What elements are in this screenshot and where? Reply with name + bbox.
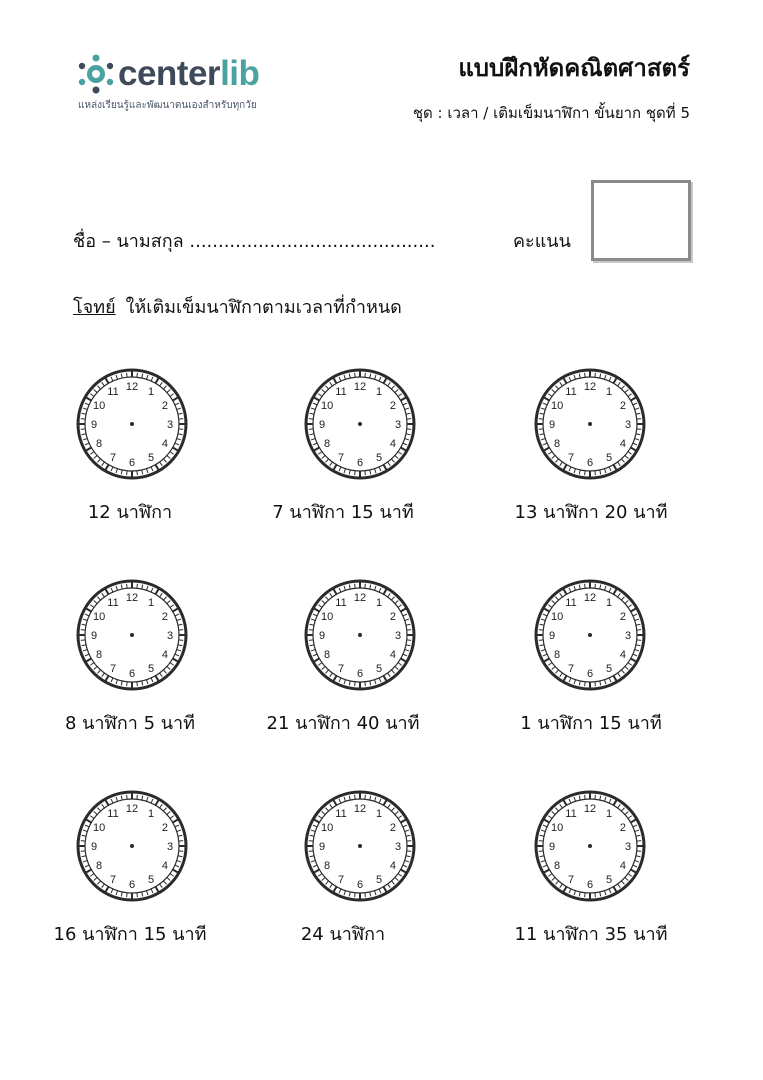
clock-numeral: 1: [375, 597, 383, 610]
clock-numeral: 3: [166, 841, 174, 853]
clock-numeral: 1: [375, 808, 383, 821]
clock-numeral: 7: [337, 451, 345, 464]
clock-numeral: 3: [394, 841, 402, 853]
clock-numeral: 5: [605, 662, 613, 675]
instruction: [73, 292, 402, 321]
clock-numeral: 11: [565, 808, 577, 821]
clock-numeral: 3: [394, 630, 402, 642]
time-label-7: 16 นาฬิกา 15 นาที: [53, 924, 207, 945]
clock-center-dot: [130, 633, 134, 637]
clock-numeral: 8: [96, 860, 103, 872]
time-label-2: 7 นาฬิกา 15 นาที: [272, 502, 414, 523]
clock-numeral: 8: [554, 438, 561, 450]
clock-numeral: 8: [324, 438, 331, 450]
clock-numeral: 11: [335, 386, 347, 399]
clock-numeral: 7: [567, 451, 575, 464]
instruction-text: ให้เติมเข็มนาฬิกาตามเวลาที่กำหนด: [125, 297, 402, 318]
clock-numeral: 7: [567, 662, 575, 675]
clock-numeral: 6: [356, 668, 364, 680]
clock-numeral: 11: [107, 597, 119, 610]
clock-numeral: 9: [90, 841, 98, 853]
time-label-3: 13 นาฬิกา 20 นาที: [514, 502, 668, 523]
worksheet-title: แบบฝึกหัดคณิตศาสตร์: [458, 54, 690, 82]
worksheet-subtitle: ชุด : เวลา / เติมเข็มนาฬิกา ขั้นยาก ชุดที่ 5: [412, 104, 690, 122]
clock-numeral: 5: [375, 451, 383, 464]
clock-numeral: 5: [147, 873, 155, 886]
clock-numeral: 5: [375, 662, 383, 675]
clock-numeral: 4: [389, 438, 396, 450]
clock-face-icon: [75, 578, 189, 692]
clock-numeral: 5: [147, 451, 155, 464]
clock-numeral: 2: [619, 611, 626, 623]
clock-numeral: 1: [147, 808, 155, 821]
clock-numeral: 9: [548, 630, 556, 642]
clock-numeral: 9: [318, 419, 326, 431]
clock-numeral: 10: [92, 822, 106, 834]
clock-face-icon: [533, 789, 647, 903]
clock-numeral: 2: [389, 611, 396, 623]
clock-numeral: 11: [107, 808, 119, 821]
clock-numeral: 7: [337, 662, 345, 675]
clock-numeral: 4: [619, 438, 626, 450]
clock-numeral: 10: [92, 400, 106, 412]
clock-face-icon: [303, 578, 417, 692]
clock-numeral: 6: [586, 668, 594, 680]
clock-numeral: 12: [353, 803, 367, 815]
clock-numeral: 3: [624, 630, 632, 642]
clock-numeral: 3: [394, 419, 402, 431]
clock-numeral: 6: [128, 879, 136, 891]
clock-numeral: 2: [619, 400, 626, 412]
clock-numeral: 4: [619, 860, 626, 872]
clock-numeral: 2: [161, 822, 168, 834]
clock-center-dot: [130, 844, 134, 848]
clock-numeral: 7: [567, 873, 575, 886]
clock-face-icon: [533, 578, 647, 692]
clock-numeral: 9: [90, 419, 98, 431]
clock-face-icon: [75, 367, 189, 481]
clock-numeral: 4: [389, 860, 396, 872]
clock-numeral: 9: [548, 841, 556, 853]
clock-numeral: 12: [353, 381, 367, 393]
clock-1[interactable]: [75, 367, 189, 481]
time-label-5: 21 นาฬิกา 40 นาที: [266, 713, 420, 734]
clock-center-dot: [588, 633, 592, 637]
clock-numeral: 3: [624, 841, 632, 853]
clock-numeral: 6: [586, 879, 594, 891]
clock-numeral: 7: [337, 873, 345, 886]
clock-numeral: 8: [96, 438, 103, 450]
clock-numeral: 10: [320, 400, 334, 412]
clock-numeral: 12: [125, 803, 139, 815]
clock-numeral: 11: [565, 386, 577, 399]
clock-8[interactable]: [303, 789, 417, 903]
score-label: คะแนน: [513, 231, 571, 252]
clock-numeral: 11: [335, 808, 347, 821]
clock-center-dot: [588, 422, 592, 426]
clock-7[interactable]: [75, 789, 189, 903]
clock-numeral: 3: [166, 630, 174, 642]
clock-face-icon: [303, 367, 417, 481]
clock-numeral: 5: [375, 873, 383, 886]
clock-numeral: 2: [619, 822, 626, 834]
clock-numeral: 10: [320, 611, 334, 623]
clock-center-dot: [130, 422, 134, 426]
clock-numeral: 6: [356, 879, 364, 891]
time-label-1: 12 นาฬิกา: [87, 502, 173, 523]
clock-numeral: 1: [605, 597, 613, 610]
clock-numeral: 8: [324, 860, 331, 872]
time-label-4: 8 นาฬิกา 5 นาที: [64, 713, 196, 734]
clock-numeral: 2: [161, 400, 168, 412]
clock-numeral: 2: [389, 822, 396, 834]
time-label-6: 1 นาฬิกา 15 นาที: [520, 713, 662, 734]
clock-numeral: 10: [92, 611, 106, 623]
clock-numeral: 2: [389, 400, 396, 412]
clock-numeral: 1: [147, 386, 155, 399]
clock-4[interactable]: [75, 578, 189, 692]
name-field-label: ชื่อ – นามสกุล ...........................................: [73, 231, 436, 252]
centerlib-logo: [76, 50, 286, 116]
clock-numeral: 1: [375, 386, 383, 399]
clock-numeral: 8: [96, 649, 103, 661]
logo-tagline: แหล่งเรียนรู้และพัฒนาตนเองสำหรับทุกวัย: [78, 100, 257, 111]
clock-numeral: 3: [624, 419, 632, 431]
clock-numeral: 9: [90, 630, 98, 642]
clock-center-dot: [358, 422, 362, 426]
clock-numeral: 11: [107, 386, 119, 399]
clock-numeral: 1: [605, 808, 613, 821]
clock-numeral: 6: [586, 457, 594, 469]
clock-numeral: 12: [583, 592, 597, 604]
clock-numeral: 9: [318, 630, 326, 642]
clock-numeral: 1: [605, 386, 613, 399]
clock-numeral: 10: [550, 611, 564, 623]
clock-numeral: 2: [161, 611, 168, 623]
time-label-9: 11 นาฬิกา 35 นาที: [514, 924, 668, 945]
clock-numeral: 11: [565, 597, 577, 610]
clock-numeral: 9: [548, 419, 556, 431]
clock-numeral: 7: [109, 873, 117, 886]
clock-numeral: 12: [583, 803, 597, 815]
clock-numeral: 12: [353, 592, 367, 604]
clock-numeral: 3: [166, 419, 174, 431]
clock-numeral: 12: [125, 381, 139, 393]
clock-9[interactable]: [533, 789, 647, 903]
logo-wordmark: centerlib: [118, 54, 260, 93]
clock-numeral: 12: [583, 381, 597, 393]
clock-face-icon: [303, 789, 417, 903]
clock-6[interactable]: [533, 578, 647, 692]
clock-numeral: 4: [389, 649, 396, 661]
clock-numeral: 5: [605, 873, 613, 886]
clock-numeral: 6: [128, 668, 136, 680]
clock-numeral: 10: [550, 400, 564, 412]
logo-mark-icon: [76, 52, 120, 96]
clock-numeral: 10: [320, 822, 334, 834]
clock-numeral: 5: [605, 451, 613, 464]
clock-numeral: 4: [161, 860, 168, 872]
clock-face-icon: [75, 789, 189, 903]
clock-center-dot: [358, 633, 362, 637]
time-label-8: 24 นาฬิกา: [300, 924, 386, 945]
clock-numeral: 4: [161, 438, 168, 450]
score-box: [591, 180, 691, 261]
clock-center-dot: [358, 844, 362, 848]
clock-center-dot: [588, 844, 592, 848]
clock-numeral: 8: [554, 860, 561, 872]
clock-3[interactable]: [533, 367, 647, 481]
clock-numeral: 8: [554, 649, 561, 661]
instruction-prefix: โจทย์: [73, 297, 116, 318]
clock-numeral: 6: [356, 457, 364, 469]
clock-numeral: 8: [324, 649, 331, 661]
clock-2[interactable]: [303, 367, 417, 481]
clock-numeral: 4: [161, 649, 168, 661]
clock-numeral: 6: [128, 457, 136, 469]
clock-numeral: 11: [335, 597, 347, 610]
clock-numeral: 4: [619, 649, 626, 661]
clock-numeral: 1: [147, 597, 155, 610]
clock-face-icon: [533, 367, 647, 481]
clock-numeral: 7: [109, 662, 117, 675]
clock-numeral: 12: [125, 592, 139, 604]
clock-numeral: 5: [147, 662, 155, 675]
clock-5[interactable]: [303, 578, 417, 692]
clock-numeral: 7: [109, 451, 117, 464]
clock-numeral: 9: [318, 841, 326, 853]
clock-numeral: 10: [550, 822, 564, 834]
